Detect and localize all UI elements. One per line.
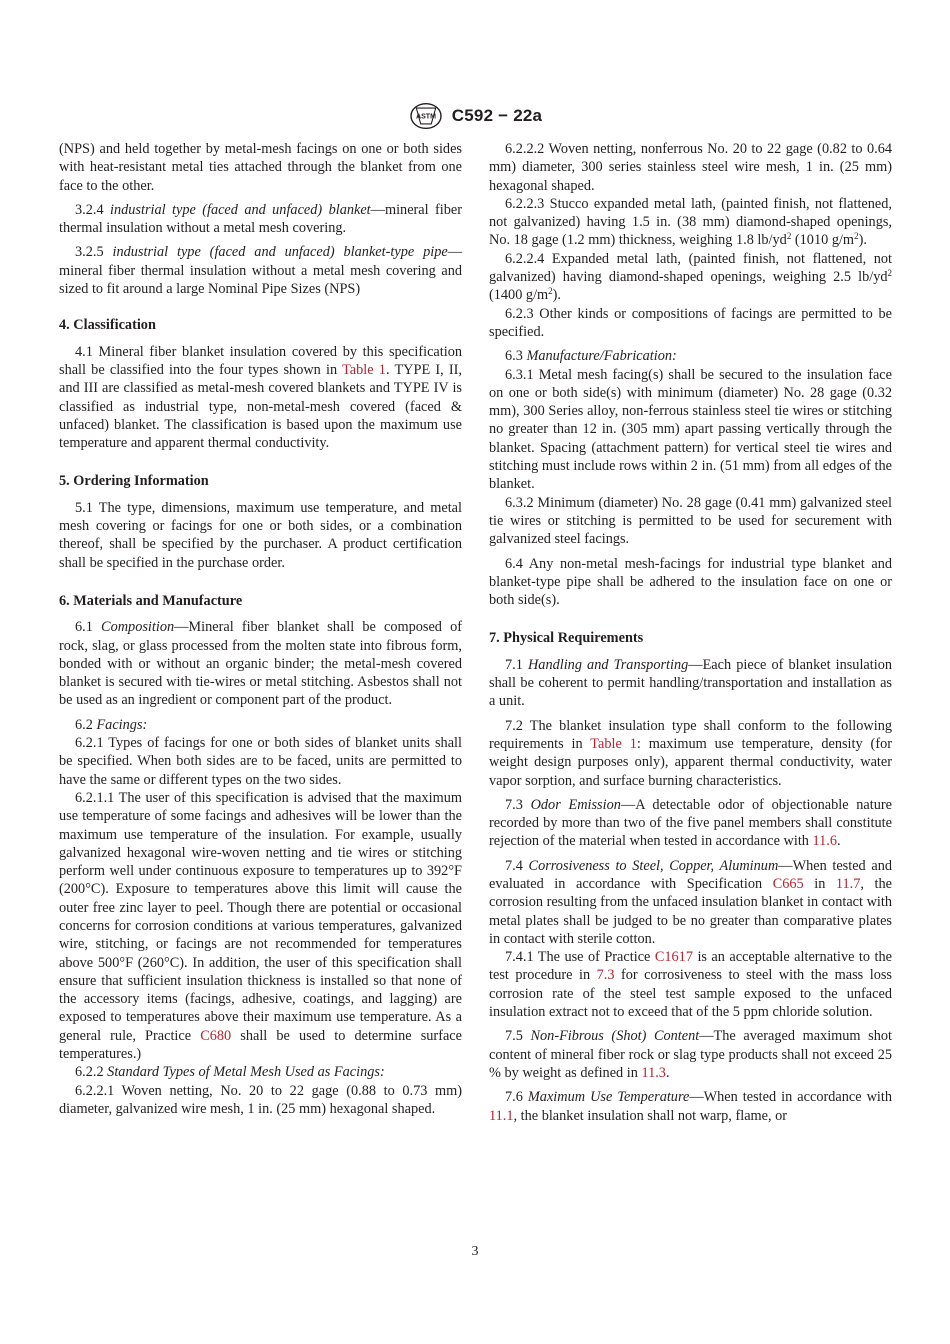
heading-classification: 4. Classification: [59, 317, 156, 334]
document-id: C592 − 22a: [451, 106, 543, 125]
page-number: 3: [471, 1244, 479, 1259]
heading-ordering-information: 5. Ordering Information: [59, 473, 209, 490]
paragraph-7-3: 7.3 Odor Emission—A detectable odor of objectionable nature recorded by more than two of the five panel members shall constitute rejection of the material when tested in accordance with 11.6.: [489, 796, 892, 850]
link-11-7[interactable]: 11.7: [835, 875, 861, 892]
paragraph-6-2-2-2: 6.2.2.2 Woven netting, nonferrous No. 20 to 22 gage (0.82 to 0.64 mm) diameter, 300 series stainless steel wire mesh, 1 in. (25 mm) hexagonal shaped.: [489, 141, 892, 194]
paragraph-6-2-2-1: 6.2.2.1 Woven netting, No. 20 to 22 gage (0.88 to 0.73 mm) diameter, galvanized wire mesh, 1 in. (25 mm) hexagonal shaped.: [59, 1082, 462, 1117]
paragraph-5-1: 5.1 The type, dimensions, maximum use temperature, and metal mesh covering or facings for one or both sides, or a combination thereof, shall be specified by the purchaser. A product certification shall be specified in the purchase order.: [59, 499, 462, 571]
paragraph-6-4: 6.4 Any non-metal mesh-facings for industrial type blanket and blanket-type pipe shall be adhered to the insulation face on one or both side(s).: [489, 555, 892, 609]
astm-logo-icon: [408, 101, 444, 131]
heading-physical-requirements: 7. Physical Requirements: [489, 630, 644, 647]
paragraph-continuation: (NPS) and held together by metal-mesh facings on one or both sides with heat-resistant metal ties attached through the blanket from one face to the other.: [59, 141, 462, 194]
page-header: [0, 100, 950, 132]
link-c1617[interactable]: C1617: [654, 949, 693, 966]
link-c680[interactable]: C680: [200, 1027, 232, 1044]
heading-materials-manufacture: 6. Materials and Manufacture: [59, 592, 243, 609]
paragraph-6-2-2-4: 6.2.2.4 Expanded metal lath, (painted finish, not flattened, not galvanized) having diamond-shaped openings, weighing 2.5 $lb/yd^2$ (1400 $g/m^2$).: [489, 250, 892, 304]
link-11-6[interactable]: 11.6: [812, 833, 838, 850]
link-7-3[interactable]: 7.3: [596, 967, 615, 984]
right-column: [489, 140, 892, 1125]
paragraph-6-2-1-1: 6.2.1.1 The user of this specification is advised that the maximum use temperature of some facings and adhesives will be lower than the maximum use temperature of the insulation. For example, usually galvanized hexagonal wire-woven netting and tie wires or stitching perform well under continuous exposure to temperatures up to 392°F (200°C). Exposure to temperatures above this limit will cause the outer free zinc layer to peel. Though there are potential or occasional concerns for corrosion conditions at various temperatures, galvanized wire, stitching, or facings are not recommended for temperatures above 500°F (260°C). In addition, the user of this specification shall ensure that sufficient insulation thickness is installed so that none of the accessory items (facings, adhesive, coatings, and lagging) are exposed to temperatures above their maximum use temperature. As a general rule, Practice C680 shall be used to determine surface temperatures.): [59, 789, 462, 1063]
paragraph-6-3-2: 6.3.2 Minimum (diameter) No. 28 gage (0.41 mm) galvanized steel tie wires or stitching is permitted to be used for securement with galvanized steel facings.: [489, 494, 892, 548]
paragraph-6-1: 6.1 Composition—Mineral fiber blanket shall be composed of rock, slag, or glass processed from the molten state into fibrous form, bonded with or without an organic binder; the metal-mesh covered blanket is secured with tie-wires or metal stitching. Asbestos shall not be used as an ingredient or component part of the product.: [59, 619, 462, 709]
link-table-1-right[interactable]: Table 1: [590, 735, 637, 752]
paragraph-7-6: 7.6 Maximum Use Temperature—When tested in accordance with 11.1, the blanket insulation shall not warp, flame, or: [489, 1089, 892, 1124]
paragraph-6-2-3: 6.2.3 Other kinds or compositions of facings are permitted to be specified.: [489, 305, 892, 340]
paragraph-7-4: 7.4 Corrosiveness to Steel, Copper, Aluminum—When tested and evaluated in accordance with Specification C665 in 11.7, the corrosion resulting from the unfaced insulation blanket in contact with metal plates shall be judged to be no greater than comparative plates in contact with sterile cotton.: [489, 857, 893, 947]
paragraph-7-1: 7.1 Handling and Transporting—Each piece of blanket insulation shall be coherent to permit handling/transportation and installation as a unit.: [489, 656, 893, 710]
link-table-1[interactable]: Table 1: [342, 361, 386, 378]
paragraph-3-2-4: 3.2.4 industrial type (faced and unfaced) blanket—mineral fiber thermal insulation without a metal mesh covering.: [59, 201, 463, 237]
paragraph-6-2-2: 6.2.2 Standard Types of Metal Mesh Used as Facings:: [75, 1064, 385, 1081]
paragraph-6-3: 6.3 Manufacture/Fabrication:: [505, 348, 677, 365]
svg-text:ASTM: ASTM: [415, 113, 436, 121]
paragraph-6-2-1: 6.2.1 Types of facings for one or both sides of blanket units shall be specified. When both sides are to be faced, units are permitted to have the same or different types on the two sides.: [59, 735, 462, 788]
link-11-1[interactable]: 11.1: [489, 1107, 514, 1124]
paragraph-3-2-5: 3.2.5 industrial type (faced and unfaced) blanket-type pipe—mineral fiber thermal insulation without a metal mesh covering and sized to fit around a large Nominal Pipe Sizes (NPS): [59, 244, 462, 298]
paragraph-6-2-2-3: 6.2.2.3 Stucco expanded metal lath, (painted finish, not flattened, not galvanized) having 1.5 in. (38 mm) diamond-shaped openings, No. 18 gage (1.2 mm) thickness, weighing 1.8 $lb/yd^2$ (1010 $g/m^2$).: [489, 195, 892, 249]
paragraph-7-2: 7.2 The blanket insulation type shall conform to the following requirements in Table 1: maximum use temperature, density (for weight design purposes only), apparent thermal conductivity, water vapor sorption, and surface burning characteristics.: [489, 717, 892, 789]
paragraph-4-1: 4.1 Mineral fiber blanket insulation covered by this specification shall be classified into the four types shown in Table 1. TYPE I, II, and III are classified as metal-mesh covered blankets and TYPE IV is classified as industrial type, non-metal-mesh covered (faced & unfaced) blanket. The classification is based upon the maximum use temperature and apparent thermal conductivity.: [59, 343, 462, 452]
paragraph-7-4-1: 7.4.1 The use of Practice C1617 is an acceptable alternative to the test procedure in 7.3 for corrosiveness to steel with the mass loss corrosion rate of the steel test sample exposed to the unfaced insulation extract not to exceed that of the 5 ppm chloride solution.: [489, 949, 892, 1021]
link-11-3[interactable]: 11.3: [641, 1064, 666, 1081]
link-c665[interactable]: C665: [772, 875, 804, 892]
paragraph-7-5: 7.5 Non-Fibrous (Shot) Content—The averaged maximum shot content of mineral fiber rock or slag type products shall not exceed 25 % by weight as defined in 11.3.: [489, 1028, 892, 1081]
paragraph-6-3-1: 6.3.1 Metal mesh facing(s) shall be secured to the insulation face on one or both side(s) with minimum (diameter) No. 28 gage (0.32 mm), 300 Series alloy, non-ferrous stainless steel tie wires or stitching no greater than 12 in. (305 mm) apart passing vertically through the blanket. Spacing (attachment pattern) for vertical steel tie wires and stitching must include rows within 2 in. (51 mm) from all edges of the blanket.: [489, 366, 892, 493]
left-column: [59, 140, 462, 1118]
paragraph-6-2: 6.2 Facings:: [75, 716, 148, 733]
